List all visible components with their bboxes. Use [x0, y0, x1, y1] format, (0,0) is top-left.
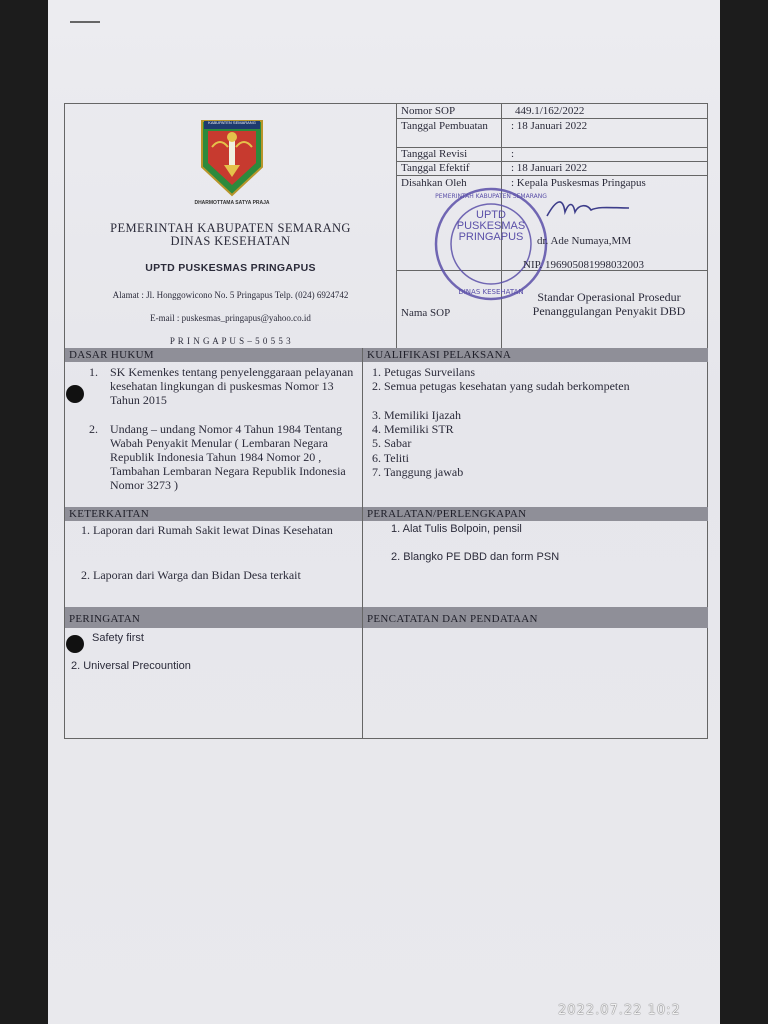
dasar-hukum-item-2: Undang – undang Nomor 4 Tahun 1984 Tentang Wabah Penyakit Menular ( Lembaran Negara Republik Indonesia Tahun 1984 Nomor 20 , Tambahan Lembaran Negara Republik Indonesia Nomor 3273 )	[110, 422, 346, 492]
tanggal-revisi-label: Tanggal Revisi	[401, 148, 468, 160]
header-divider	[396, 104, 397, 348]
body-divider	[362, 348, 363, 739]
peralatan-heading: PERALATAN/PERLENGKAPAN	[363, 507, 708, 521]
tanggal-efektif-value: : 18 Januari 2022	[511, 162, 588, 174]
keterkaitan-item-1: 1. Laporan dari Rumah Sakit lewat Dinas Kesehatan	[81, 523, 333, 537]
stamp-center-text: UPTD PUSKESMAS PRINGAPUS	[456, 209, 526, 243]
kualifikasi-item-1: 1. Petugas Surveilans	[372, 365, 475, 379]
kabupaten-semarang-logo	[200, 117, 264, 197]
signature	[543, 194, 633, 224]
stamp-top-text: PEMERINTAH KABUPATEN SEMARANG	[435, 193, 547, 200]
peringatan-heading: PERINGATAN	[65, 607, 362, 628]
meta-line	[396, 175, 708, 176]
logo-caption: KABUPATEN SEMARANG	[208, 120, 256, 125]
kualifikasi-item-7: 7. Tanggung jawab	[372, 465, 464, 479]
peralatan-item-2: 2. Blangko PE DBD dan form PSN	[391, 551, 560, 563]
tanggal-efektif-label: Tanggal Efektif	[401, 162, 470, 174]
nama-sop-value: Standar Operasional Prosedur Penanggulangan Penyakit DBD	[532, 290, 686, 318]
kualifikasi-item-2: 2. Semua petugas kesehatan yang sudah berkompeten	[372, 379, 630, 393]
peringatan-item-2: 2. Universal Precountion	[71, 660, 191, 672]
official-stamp	[433, 186, 549, 302]
keterkaitan-heading: KETERKAITAN	[65, 507, 362, 521]
tanggal-pembuatan-label: Tanggal Pembuatan	[401, 120, 488, 132]
sop-document	[64, 103, 708, 739]
signer-name: dr. Ade Numaya,MM	[537, 235, 632, 247]
meta-line	[396, 118, 708, 119]
kualifikasi-item-3: 3. Memiliki Ijazah	[372, 408, 461, 422]
address: Alamat : Jl. Honggowicono No. 5 Pringapus Telp. (024) 6924742	[112, 290, 349, 300]
kualifikasi-heading: KUALIFIKASI PELAKSANA	[363, 348, 708, 362]
tanggal-revisi-value: :	[511, 148, 515, 160]
department-name: DINAS KESEHATAN	[170, 234, 291, 248]
scan-mark	[70, 21, 100, 23]
disahkan-value: : Kepala Puskesmas Pringapus	[511, 177, 646, 189]
hole-punch-mark	[66, 385, 84, 403]
government-name: PEMERINTAH KABUPATEN SEMARANG	[110, 221, 351, 235]
kualifikasi-item-6: 6. Teliti	[372, 451, 409, 465]
tanggal-pembuatan-value: : 18 Januari 2022	[511, 120, 588, 132]
kualifikasi-item-5: 5. Sabar	[372, 436, 412, 450]
dasar-hukum-item-1: SK Kemenkes tentang penyelenggaraan pelayanan kesehatan lingkungan di puskesmas Nomor 13 Tahun 2015	[110, 365, 354, 407]
unit-name: UPTD PUSKESMAS PRINGAPUS	[145, 262, 316, 274]
email: E-mail : puskesmas_pringapus@yahoo.co.id	[150, 313, 311, 323]
signer-nip: NIP. 196905081998032003	[523, 259, 645, 271]
pencatatan-heading: PENCATATAN DAN PENDATAAN	[363, 607, 708, 628]
postal-code: P R I N G A P U S – 5 0 5 5 3	[169, 336, 292, 346]
dasar-hukum-num-1: 1.	[89, 365, 98, 379]
dasar-hukum-heading: DASAR HUKUM	[65, 348, 362, 362]
nama-sop-label: Nama SOP	[401, 307, 451, 319]
nomor-sop-value: 449.1/162/2022	[515, 105, 585, 117]
disahkan-label: Disahkan Oleh	[401, 177, 467, 189]
kualifikasi-item-4: 4. Memiliki STR	[372, 422, 454, 436]
nomor-sop-label: Nomor SOP	[401, 105, 456, 117]
photo-timestamp: 2022.07.22 10:2	[558, 1003, 681, 1018]
peringatan-item-1: Safety first	[92, 632, 144, 644]
peralatan-item-1: 1. Alat Tulis Bolpoin, pensil	[391, 523, 522, 535]
keterkaitan-item-2: 2. Laporan dari Warga dan Bidan Desa terkait	[81, 568, 301, 582]
logo-motto: DHARMOTTAMA SATYA PRAJA	[194, 200, 270, 206]
stamp-bottom-text: DINAS KESEHATAN	[458, 288, 524, 296]
dasar-hukum-num-2: 2.	[89, 422, 98, 436]
hole-punch-mark	[66, 635, 84, 653]
